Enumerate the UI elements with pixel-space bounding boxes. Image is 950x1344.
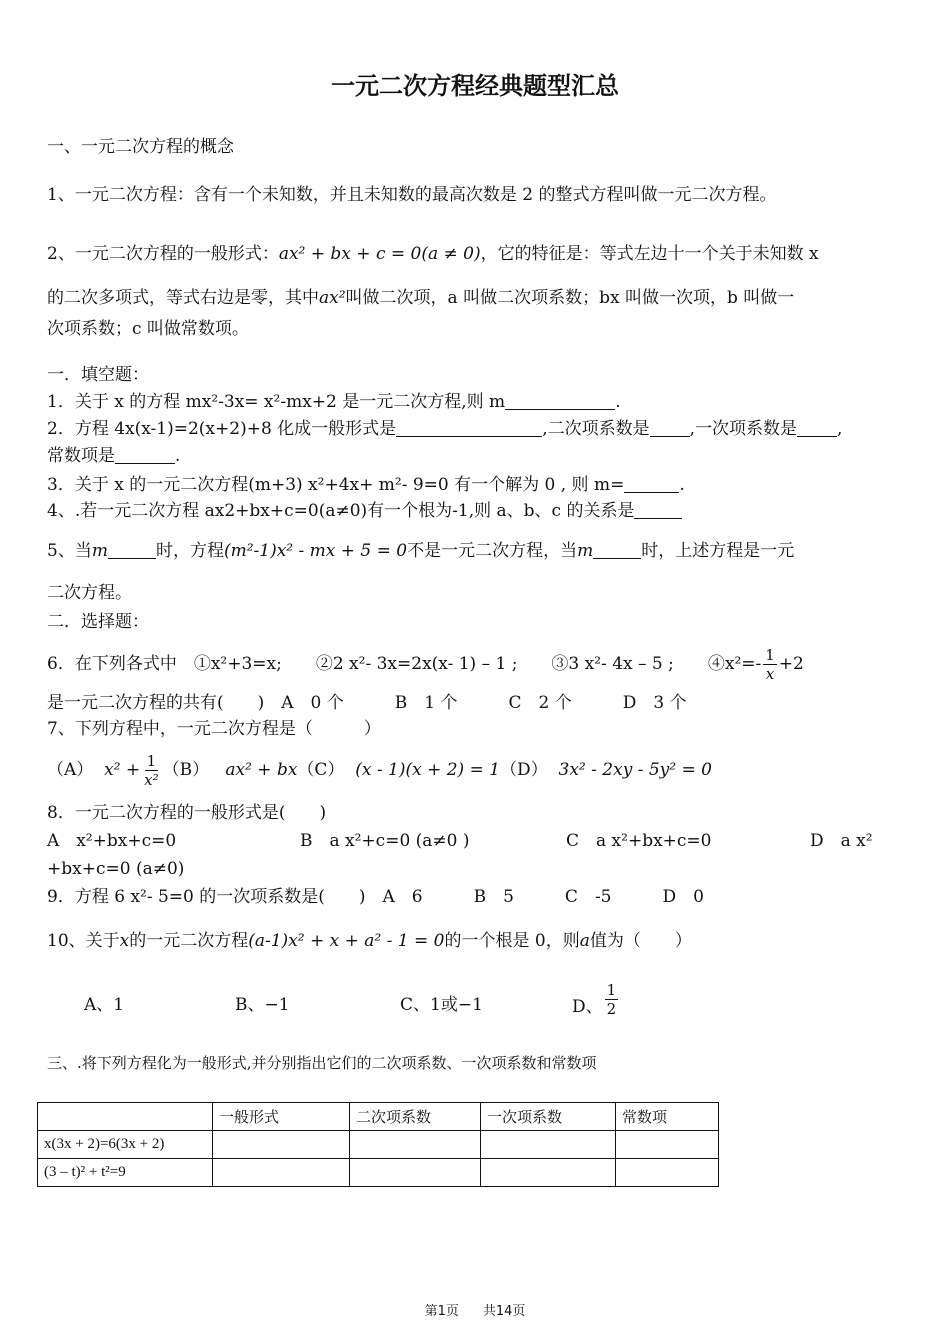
definition-1: 1、一元二次方程：含有一个未知数，并且未知数的最高次数是 2 的整式方程叫做一元二次方程。 — [47, 185, 777, 205]
question-8: 8．一元二次方程的一般形式是( ) — [47, 803, 327, 823]
answer-blank[interactable] — [624, 476, 679, 493]
table-header-cell: 常数项 — [616, 1103, 719, 1131]
table-header-cell — [38, 1103, 213, 1131]
q10-equation: (a-1)x² + x + a² - 1 = 0 — [248, 931, 445, 951]
page-number: 第1页 — [424, 1304, 459, 1319]
question-2-cont: 常数项是 . — [47, 446, 181, 466]
table-cell[interactable] — [481, 1159, 616, 1187]
question-4: 4、.若一元二次方程 ax2+bx+c=0(a≠0)有一个根为-1,则 a、b、c 的关系是 — [47, 500, 682, 522]
question-10-option-b: B、−1 — [235, 995, 290, 1015]
answer-blank[interactable] — [396, 420, 542, 437]
table-cell[interactable] — [481, 1131, 616, 1159]
table-row — [38, 1131, 719, 1159]
question-5-cont: 二次方程。 — [47, 583, 132, 603]
fraction: $\frac{1}{\text{x²}}$ — [144, 751, 159, 789]
question-8-option-c: C a x²+bx+c=0 — [566, 831, 712, 851]
question-10-option-c: C、1或−1 — [400, 995, 483, 1015]
answer-blank[interactable] — [797, 420, 837, 437]
table-header-row — [38, 1103, 719, 1131]
answer-blank[interactable] — [593, 542, 641, 559]
question-3: 3．关于 x 的一元二次方程(m+3) x²+4x+ m²- 9=0 有一个解为 0 , 则 m= . — [47, 475, 685, 495]
page-total: 共14页 — [482, 1304, 526, 1319]
choice-heading: 二．选择题： — [47, 612, 149, 632]
answer-blank[interactable] — [108, 542, 156, 559]
table-cell: (3 – t)² + t²=9 — [38, 1159, 213, 1187]
question-6-options: 是一元二次方程的共有( ) A 0 个 B 1 个 C 2 个 D 3 个 — [47, 693, 687, 713]
question-10-option-a: A、1 — [84, 995, 125, 1015]
page-title: 一元二次方程经典题型汇总 — [331, 72, 619, 100]
answer-blank[interactable] — [505, 393, 615, 410]
fraction: $\frac{1}{2}$ — [606, 981, 617, 1018]
question-9: 9．方程 6 x²- 5=0 的一次项系数是( ) A 6 B 5 C -5 D 0 — [47, 887, 704, 907]
question-8-option-b: B a x²+c=0 (a≠0 ) — [300, 831, 470, 851]
definition-2-line1: 2、一元二次方程的一般形式：ax² + bx + c = 0(a ≠ 0)，它的特征是：等式左边十一个关于未知数 x — [47, 244, 819, 264]
question-6: 6．在下列各式中 ①x²+3=x; ②2 x²- 3x=2x(x- 1) – 1 ; ③3 x²- 4x – 5 ; ④x²=- $\frac{1}{x}$ +2 — [47, 645, 804, 683]
table-cell[interactable] — [350, 1131, 481, 1159]
question-8-option-a: A x²+bx+c=0 — [47, 831, 177, 851]
table-header-cell: 一次项系数 — [481, 1103, 616, 1131]
table-row — [38, 1159, 719, 1187]
question-2: 2．方程 4x(x-1)=2(x+2)+8 化成一般形式是 ,二次项系数是 ,一次项系数是 , — [47, 419, 843, 439]
answer-blank[interactable] — [650, 420, 690, 437]
question-5: 5、当m 时，方程(m²-1)x² - mx + 5 = 0不是一元二次方程，当m 时，上述方程是一元 — [47, 541, 795, 561]
question-1: 1．关于 x 的方程 mx²-3x= x²-mx+2 是一元二次方程,则 m . — [47, 392, 621, 412]
question-7-options: （A） x² + $\frac{1}{\text{x²}}$ （B） ax² + bx （C） (x - 1)(x + 2) = 1 （D） 3x² - 2xy - 5y² = 0 — [47, 751, 712, 789]
fill-blank-heading: 一．填空题： — [47, 365, 149, 385]
answer-blank[interactable] — [115, 447, 175, 464]
table-cell[interactable] — [616, 1131, 719, 1159]
q5-equation: (m²-1)x² - mx + 5 = 0 — [223, 541, 408, 561]
question-8-option-d-cont: +bx+c=0 (a≠0) — [47, 859, 185, 879]
question-8-option-d: D a x² — [810, 831, 873, 851]
table-cell[interactable] — [350, 1159, 481, 1187]
definition-2-line3: 次项系数；c 叫做常数项。 — [47, 319, 249, 339]
section-heading-concept: 一、一元二次方程的概念 — [47, 137, 234, 157]
general-form-formula: ax² + bx + c = 0(a ≠ 0) — [278, 244, 481, 264]
fraction: $\frac{1}{x}$ — [765, 645, 775, 683]
question-10-option-d: D、 $\frac{1}{2}$ — [572, 981, 617, 1018]
table-cell[interactable] — [213, 1131, 350, 1159]
definition-2-line2: 的二次多项式，等式右边是零，其中ax²叫做二次项，a 叫做二次项系数；bx 叫做一次项，b 叫做一 — [47, 288, 795, 308]
table-cell: x(3x + 2)=6(3x + 2) — [38, 1131, 213, 1159]
table-header-cell: 一般形式 — [213, 1103, 350, 1131]
question-10: 10、关于x的一元二次方程(a-1)x² + x + a² - 1 = 0的一个根是 0，则a值为（ ） — [47, 931, 692, 951]
table-cell[interactable] — [616, 1159, 719, 1187]
section-heading-table: 三、.将下列方程化为一般形式,并分别指出它们的二次项系数、一次项系数和常数项 — [47, 1054, 597, 1072]
answer-blank[interactable] — [634, 502, 682, 519]
page-footer — [0, 1300, 950, 1319]
table-header-cell: 二次项系数 — [350, 1103, 481, 1131]
question-7: 7、下列方程中，一元二次方程是（ ） — [47, 719, 381, 739]
table-cell[interactable] — [213, 1159, 350, 1187]
answer-table — [37, 1102, 719, 1187]
